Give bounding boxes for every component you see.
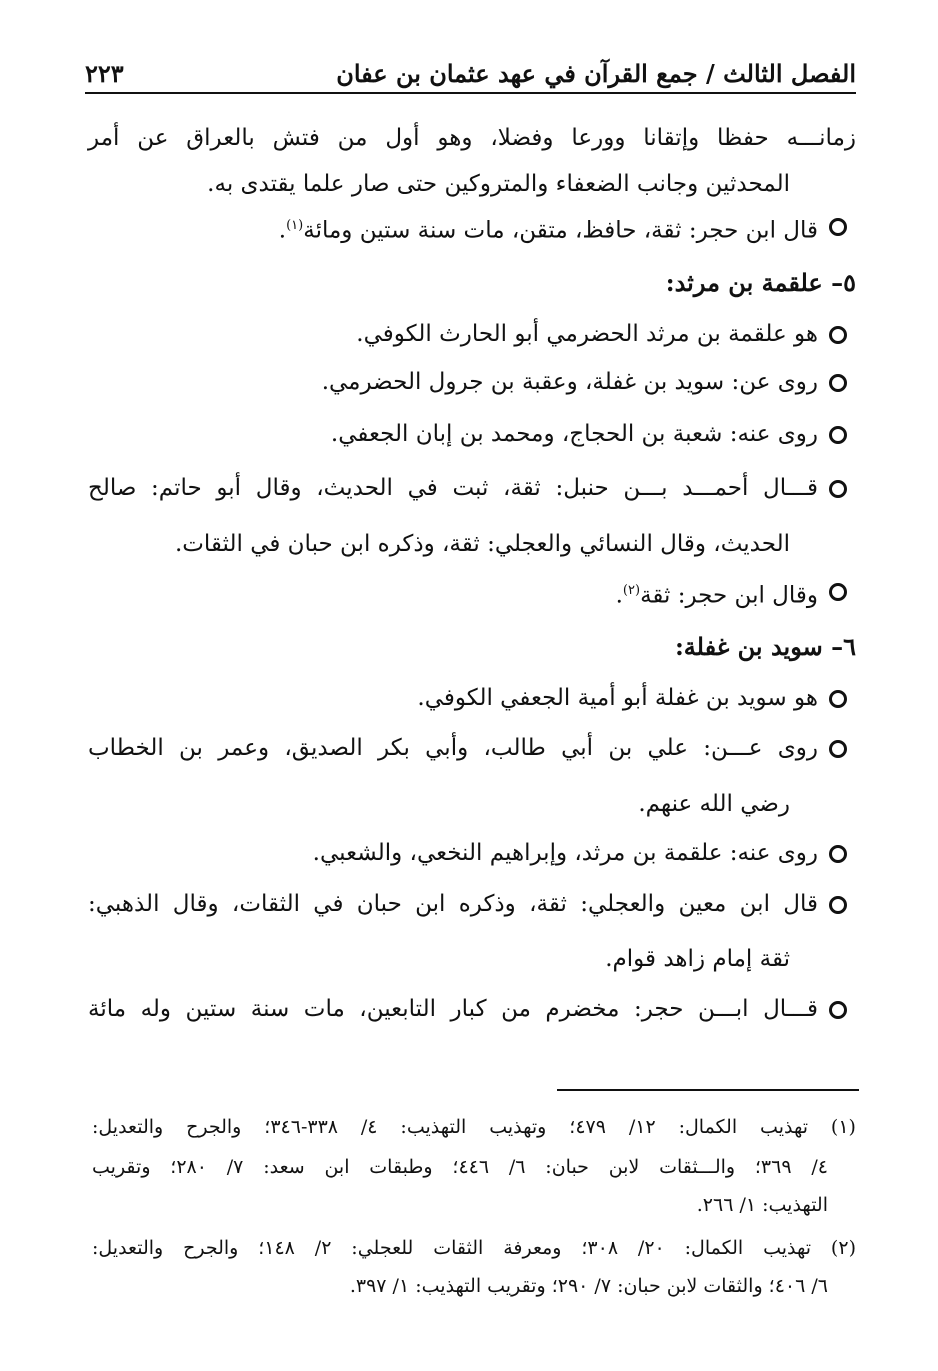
bullet-text-continuation: رضي الله عنهم. [638, 791, 790, 817]
section-heading: ٦– سويد بن غفلة: [674, 632, 856, 661]
bullet-text: وقال ابن حجر: ثقة$^{(٢)}$. [615, 582, 818, 609]
bullet-text: قال ابن حجر: ثقة، حافظ، متقن، مات سنة ستين ومائة$^{(١)}$. [278, 217, 818, 244]
circle-bullet-icon [829, 326, 847, 344]
chapter-title: الفصل الثالث / جمع القرآن في عهد عثمان بن عفان [336, 59, 856, 88]
bullet-text-continuation: الحديث، وقال النسائي والعجلي: ثقة، وذكره ابن حبان في الثقات. [174, 531, 790, 557]
circle-bullet-icon [829, 374, 847, 392]
footnote-ref: (٢) [622, 583, 641, 598]
footnote-line: (٢) تهذيب الكمال: ٢٠/ ٣٠٨؛ ومعرفة الثقات للعجلي: ٢/ ١٤٨؛ والجرح والتعديل: [92, 1237, 856, 1259]
page-number: ٢٢٣ [85, 59, 124, 88]
footnote-line: التهذيب: ١/ ٢٦٦. [696, 1194, 828, 1216]
bullet-text: روى عنه: علقمة بن مرثد، وإبراهيم النخعي، والشعبي. [312, 840, 818, 866]
bullet-text: روى عن: سويد بن غفلة، وعقبة بن جرول الحضرمي. [321, 369, 818, 395]
bullet-text: روى عـــن: علي بن أبي طالب، وأبي بكر الصديق، وعمر بن الخطاب [88, 735, 818, 761]
bullet-text: روى عنه: شعبة بن الحجاج، ومحمد بن إبان الجعفي. [330, 421, 818, 447]
bullet-text: هو سويد بن غفلة أبو أمية الجعفي الكوفي. [417, 685, 818, 711]
footnote-line: ٤/ ٣٦٩؛ والـــثقات لابن حبان: ٦/ ٤٤٦؛ وطبقات ابن سعد: ٧/ ٢٨٠؛ وتقريب [92, 1156, 828, 1178]
circle-bullet-icon [829, 690, 847, 708]
running-header [85, 48, 856, 94]
section-heading: ٥– علقمة بن مرثد: [665, 268, 856, 297]
footnote-line: (١) تهذيب الكمال: ١٢/ ٤٧٩؛ وتهذيب التهذيب: ٤/ ٣٣٨-٣٤٦؛ والجرح والتعديل: [92, 1116, 856, 1138]
bullet-text: قـــال أحمـــد بـــن حنبل: ثقة، ثبت في الحديث، وقال أبو حاتم: صالح [88, 475, 818, 501]
circle-bullet-icon [829, 480, 847, 498]
circle-bullet-icon [829, 740, 847, 758]
bullet-text-continuation: ثقة إمام زاهد قوام. [605, 946, 790, 972]
bullet-text: قال ابن معين والعجلي: ثقة، وذكره ابن حبان في الثقات، وقال الذهبي: [88, 891, 818, 917]
footnote-line: ٦/ ٤٠٦؛ والثقات لابن حبان: ٧/ ٢٩٠؛ وتقريب التهذيب: ١/ ٣٩٧. [349, 1275, 828, 1297]
footnote-separator [557, 1089, 859, 1091]
circle-bullet-icon [829, 1001, 847, 1019]
circle-bullet-icon [829, 426, 847, 444]
paragraph-line: زمانـــه حفظا وإتقانا وورعا وفضلا، وهو أول من فتش بالعراق عن أمر [88, 125, 856, 151]
footnote-ref: (١) [286, 218, 304, 233]
circle-bullet-icon [829, 218, 847, 236]
bullet-text: قـــال ابـــن حجر: مخضرم من كبار التابعين، مات سنة ستين وله مائة [88, 996, 818, 1022]
circle-bullet-icon [829, 896, 847, 914]
circle-bullet-icon [829, 845, 847, 863]
paragraph-line: المحدثين وجانب الضعفاء والمتروكين حتى صار علما يقتدى به. [207, 171, 790, 197]
bullet-text: هو علقمة بن مرثد الحضرمي أبو الحارث الكوفي. [356, 321, 818, 347]
circle-bullet-icon [829, 583, 847, 601]
